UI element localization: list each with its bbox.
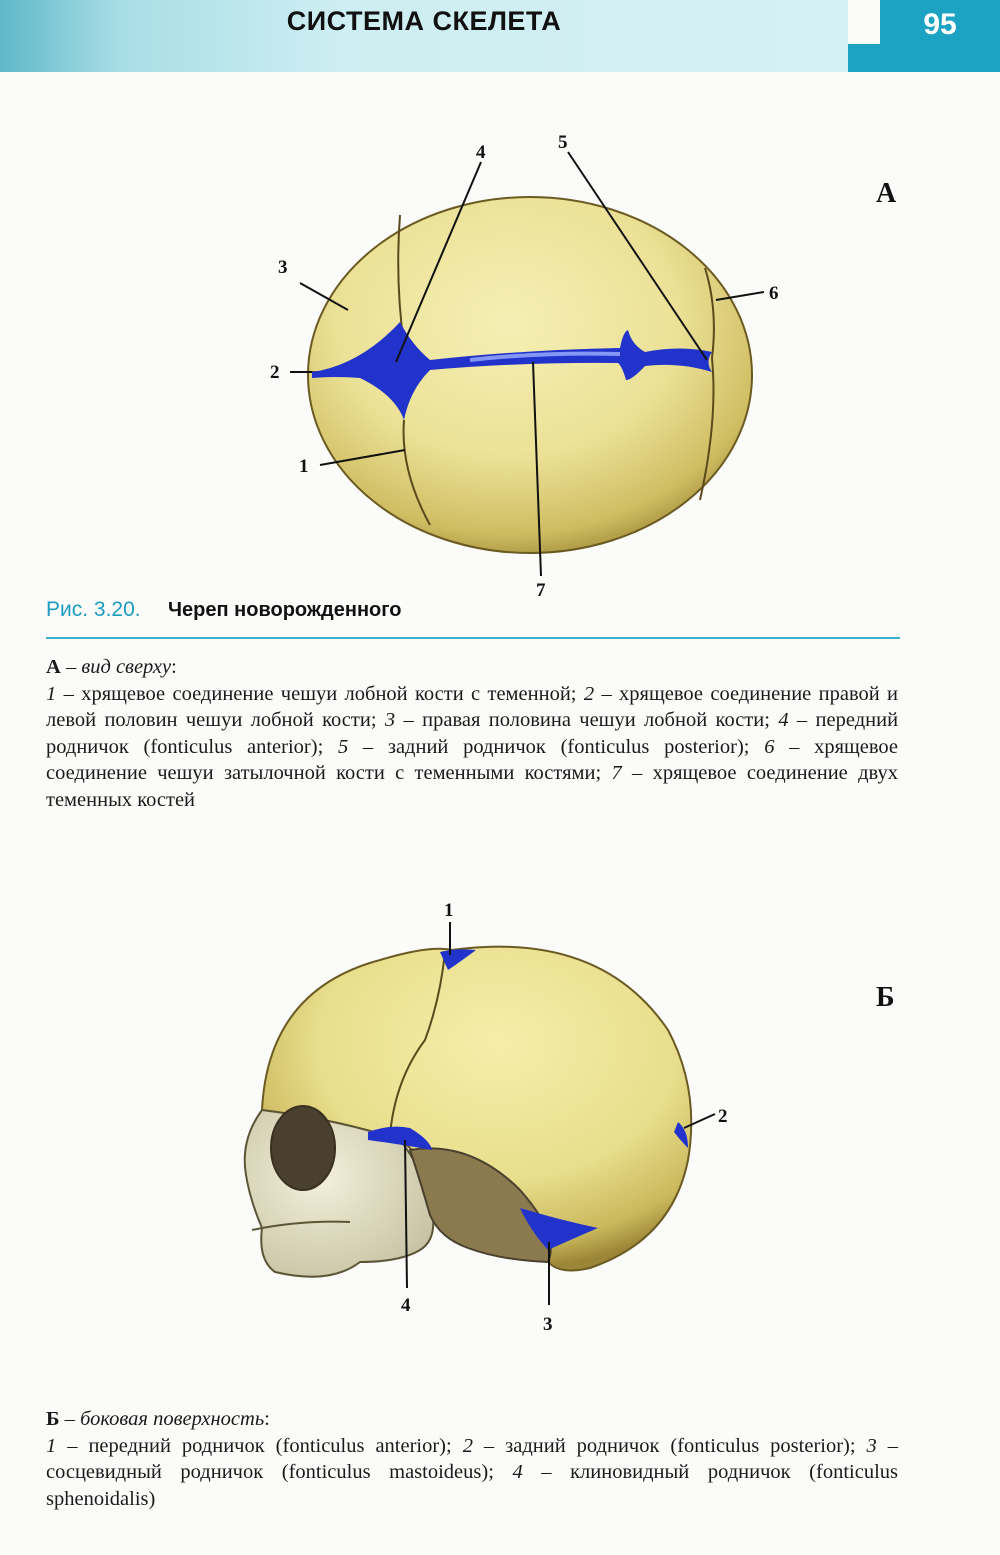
page-number: 95 [923,8,957,41]
callout-a-1: 1 [299,456,309,477]
section-title: СИСТЕМА СКЕЛЕТА [286,6,562,36]
skull-lateral-view-illustration [0,890,1000,1340]
skull-top-view-illustration [0,120,1000,610]
callout-a-2: 2 [270,362,280,383]
panel-letter-a: А [876,178,897,209]
figure-number: Рис. 3.20. [46,598,141,621]
callout-b-1: 1 [444,900,454,921]
legend-b: Б – боковая поверхность: 1 – передний родничок (fonticulus anterior); 2 – задний родничок (fonticulus posterior); 3 – сосцевидный родничок (fonticulus mastoideus); 4 – клиновидный родничок (fonticulus sphenoidalis) [46,1408,899,1510]
callout-b-3: 3 [543,1314,553,1335]
orbit [271,1106,335,1190]
legend-a: А – вид сверху: 1 – хрящевое соединение чешуи лобной кости с теменной; 2 – хрящевое соединение правой и левой половин чешуи лобной кости; 3 – правая половина чешуи лобной кости; 4 – передний родничок (fonticulus anterior); 5 – задний родничок (fonticulus posterior); 6 – хрящевое соединение чешуи затылочной кости с теменными костями; 7 – хрящевое соединение двух теменных костей [46,656,899,811]
figure-title: Череп новорожденного [168,599,402,621]
callout-b-2: 2 [718,1106,728,1127]
callout-b-4: 4 [401,1295,411,1316]
legend-a-heading: А – вид сверху: [46,656,177,678]
callout-a-3: 3 [278,257,288,278]
callout-a-5: 5 [558,132,568,153]
callout-a-4: 4 [476,142,486,163]
figure-caption [46,598,900,628]
panel-letter-b: Б [876,982,895,1013]
callout-a-6: 6 [769,283,779,304]
callout-a-7: 7 [536,580,546,601]
caption-rule [46,637,900,639]
legend-b-heading: Б – боковая поверхность: [46,1408,270,1430]
